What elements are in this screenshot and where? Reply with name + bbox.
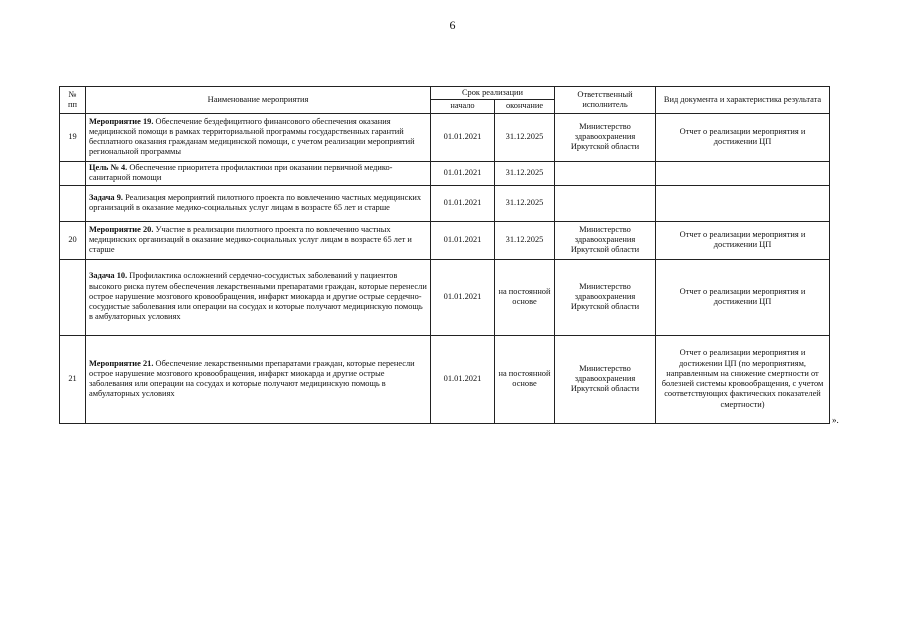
row-num <box>60 259 86 335</box>
row-lead: Мероприятие 20. <box>89 224 154 234</box>
row-name <box>86 161 431 185</box>
table-header-row <box>60 87 830 100</box>
row-num: 21 <box>60 335 86 423</box>
row-start: 01.01.2021 <box>431 221 495 259</box>
table-row <box>60 335 830 423</box>
row-end: на постоянной основе <box>495 335 555 423</box>
row-lead: Задача 9. <box>89 192 123 202</box>
row-document: Отчет о реализации мероприятия и достижении ЦП <box>656 221 830 259</box>
row-start: 01.01.2021 <box>431 161 495 185</box>
header-end: окончание <box>495 100 555 113</box>
header-document: Вид документа и характеристика результата <box>656 87 830 114</box>
row-responsible: Министерство здравоохранения Иркутской области <box>555 113 656 161</box>
row-document: Отчет о реализации мероприятия и достижении ЦП (по мероприятиям, направленным на снижение смертности от болезней системы кровообращения, с учетом соответствующих фактических показателей смертности) <box>656 335 830 423</box>
header-responsible: Ответственный исполнитель <box>555 87 656 114</box>
measures-table <box>59 86 830 424</box>
row-responsible: Министерство здравоохранения Иркутской области <box>555 259 656 335</box>
table-row <box>60 113 830 161</box>
row-text: Профилактика осложнений сердечно-сосудистых заболеваний у пациентов высокого риска путем обеспечения лекарственными препаратами граждан, которые перенесли острое нарушение мозгового кровообращения, инфаркт миокарда и другие острые сердечно-сосудистые заболевания или операции на сосудах и которые получают медицинскую помощь в амбулаторных условиях <box>89 271 427 322</box>
row-name <box>86 335 431 423</box>
row-end: 31.12.2025 <box>495 161 555 185</box>
row-lead: Цель № 4. <box>89 162 128 172</box>
row-responsible <box>555 185 656 221</box>
row-name <box>86 185 431 221</box>
closing-quote-mark: ». <box>832 415 839 425</box>
row-document <box>656 161 830 185</box>
row-name <box>86 113 431 161</box>
row-num <box>60 185 86 221</box>
row-document: Отчет о реализации мероприятия и достижении ЦП <box>656 259 830 335</box>
row-responsible: Министерство здравоохранения Иркутской области <box>555 335 656 423</box>
row-end: 31.12.2025 <box>495 221 555 259</box>
table-row <box>60 185 830 221</box>
header-period: Срок реализации <box>431 87 555 100</box>
table-row <box>60 221 830 259</box>
row-end: 31.12.2025 <box>495 113 555 161</box>
row-lead: Задача 10. <box>89 271 128 281</box>
row-end: на постоянной основе <box>495 259 555 335</box>
header-name: Наименование мероприятия <box>86 87 431 114</box>
row-num: 20 <box>60 221 86 259</box>
row-responsible: Министерство здравоохранения Иркутской области <box>555 221 656 259</box>
table-row <box>60 259 830 335</box>
row-text: Обеспечение лекарственными препаратами граждан, которые перенесли острое нарушение мозгового кровообращения, инфаркт миокарда и другие острые заболевания или операции на сосудах и которые получают медицинскую помощь в амбулаторных условиях <box>89 358 415 399</box>
header-start: начало <box>431 100 495 113</box>
row-lead: Мероприятие 21. <box>89 358 154 368</box>
row-text: Участие в реализации пилотного проекта по вовлечению частных медицинских организаций в оказание медико-социальных услуг лицам в возрасте 65 лет и старше <box>89 224 412 255</box>
row-start: 01.01.2021 <box>431 185 495 221</box>
row-lead: Мероприятие 19. <box>89 116 154 126</box>
row-text: Обеспечение приоритета профилактики при оказании первичной медико-санитарной помощи <box>89 162 393 182</box>
row-responsible <box>555 161 656 185</box>
row-start: 01.01.2021 <box>431 259 495 335</box>
header-num: № пп <box>60 87 86 114</box>
row-num <box>60 161 86 185</box>
table-row <box>60 161 830 185</box>
page-number: 6 <box>449 18 456 32</box>
row-num: 19 <box>60 113 86 161</box>
row-start: 01.01.2021 <box>431 335 495 423</box>
row-end: 31.12.2025 <box>495 185 555 221</box>
row-start: 01.01.2021 <box>431 113 495 161</box>
row-text: Реализация мероприятий пилотного проекта по вовлечению частных медицинских организаций в оказание медико-социальных услуг лицам в возрасте 65 лет и старше <box>89 192 422 212</box>
row-document <box>656 185 830 221</box>
row-document: Отчет о реализации мероприятия и достижении ЦП <box>656 113 830 161</box>
row-name <box>86 221 431 259</box>
row-text: Обеспечение бездефицитного финансового обеспечения оказания медицинской помощи в рамках территориальной программы государственных гарантий бесплатного оказания гражданам медицинской помощи, с учетом реализации мероприятий региональной программы <box>89 116 415 157</box>
row-name <box>86 259 431 335</box>
